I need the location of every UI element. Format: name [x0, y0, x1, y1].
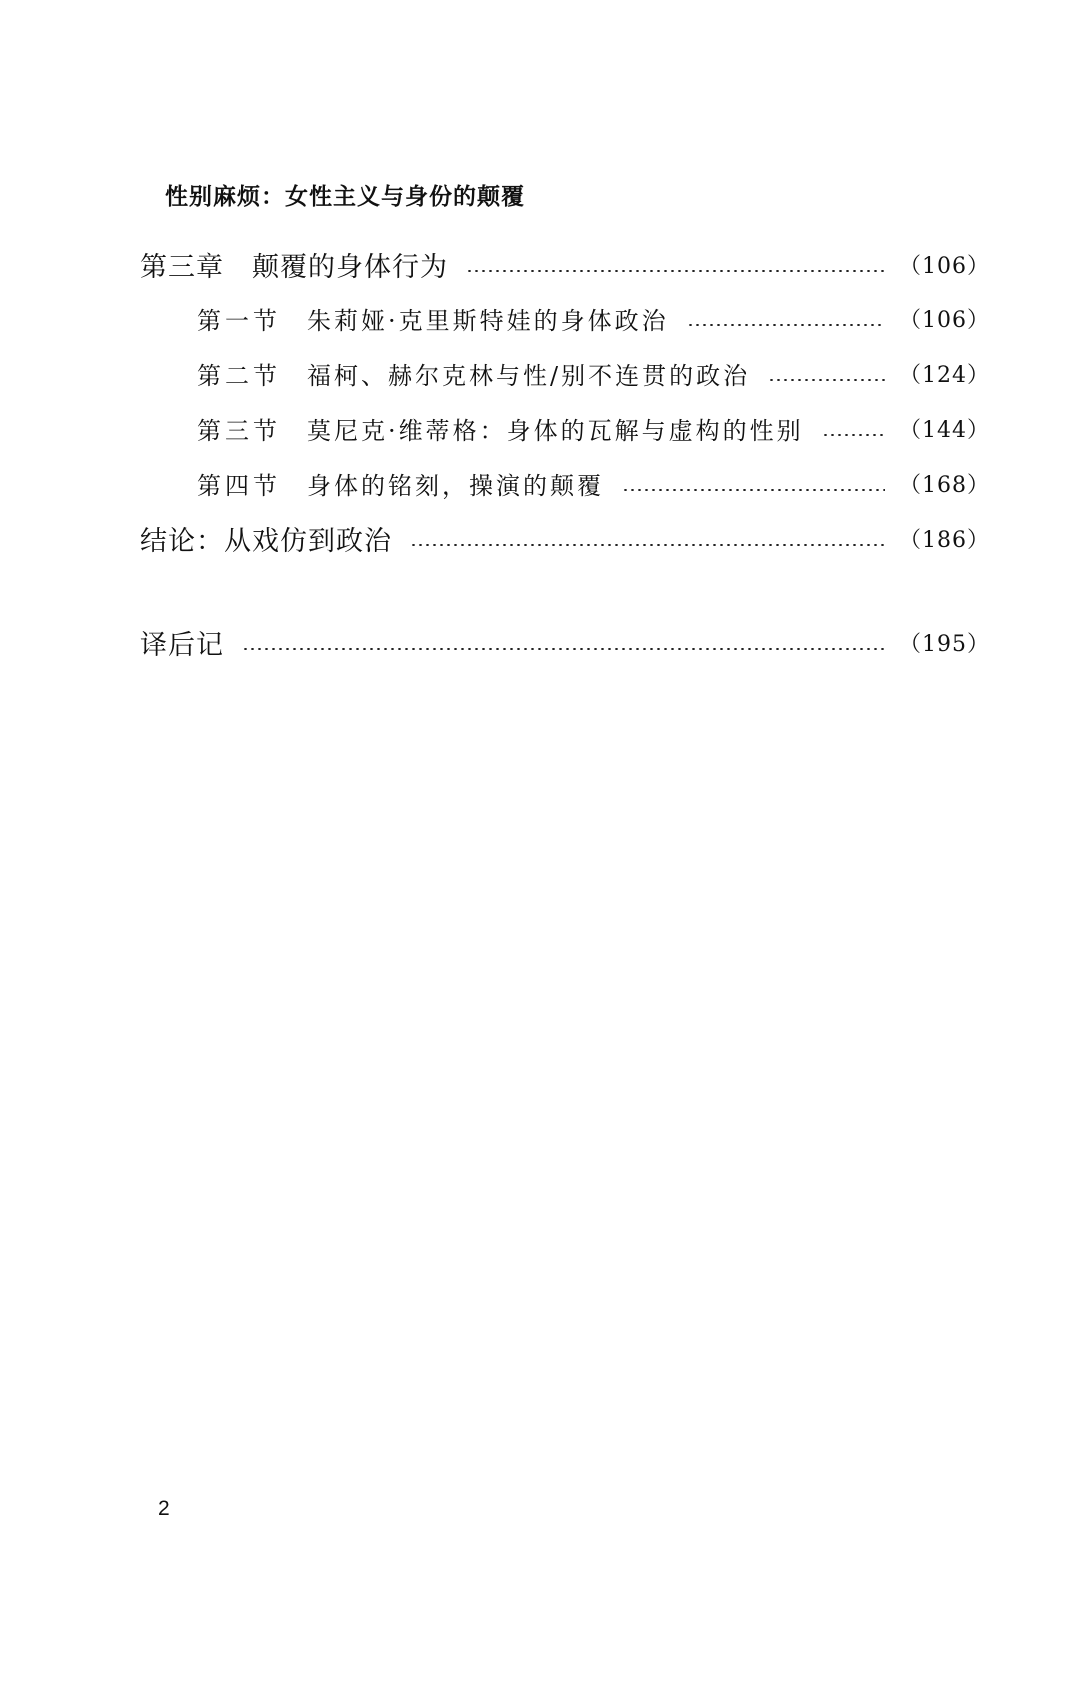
running-header: 性别麻烦：女性主义与身份的颠覆: [165, 183, 525, 210]
dot-leader: [410, 544, 885, 546]
section-title: 莫尼克·维蒂格：身体的瓦解与虚构的性别: [307, 416, 804, 445]
chapter-number: 第三章: [140, 251, 224, 283]
section-number: 第一节: [197, 306, 281, 335]
chapter-title: 颠覆的身体行为: [252, 251, 448, 283]
conclusion-title: 结论：从戏仿到政治: [140, 525, 392, 557]
section-number: 第三节: [197, 416, 281, 445]
toc-chapter-three[interactable]: [140, 244, 990, 284]
toc-section-1[interactable]: [197, 298, 990, 338]
toc-afterword[interactable]: [140, 622, 990, 662]
toc-entry-label: [197, 301, 669, 336]
toc-page-number: （106）: [899, 253, 990, 279]
section-title: 朱莉娅·克里斯特娃的身体政治: [307, 306, 669, 335]
dot-leader: [242, 648, 885, 650]
toc-page-number: （195）: [899, 631, 990, 657]
toc-conclusion[interactable]: [140, 518, 990, 558]
toc-entry-label: [197, 411, 804, 446]
page-number: 2: [158, 1497, 170, 1520]
section-title: 身体的铭刻，操演的颠覆: [307, 471, 604, 500]
dot-leader: [687, 324, 885, 326]
toc-section-3[interactable]: [197, 408, 990, 448]
dot-leader: [466, 270, 885, 272]
toc-page-number: （168）: [899, 472, 990, 498]
toc-entry-label: [140, 245, 448, 284]
toc-page-number: （106）: [899, 307, 990, 333]
section-title: 福柯、赫尔克林与性/别不连贯的政治: [307, 361, 751, 390]
toc-page-number: （186）: [899, 527, 990, 553]
section-number: 第二节: [197, 361, 281, 390]
toc-page-number: （144）: [899, 417, 990, 443]
toc-entry-label: [197, 356, 750, 391]
toc-entry-label: [197, 466, 604, 501]
dot-leader: [822, 434, 885, 436]
afterword-title: 译后记: [140, 629, 224, 661]
dot-leader: [768, 379, 885, 381]
toc-section-4[interactable]: [197, 463, 990, 503]
toc-page-number: （124）: [899, 362, 990, 388]
toc-section-2[interactable]: [197, 353, 990, 393]
dot-leader: [622, 489, 885, 491]
section-number: 第四节: [197, 471, 281, 500]
